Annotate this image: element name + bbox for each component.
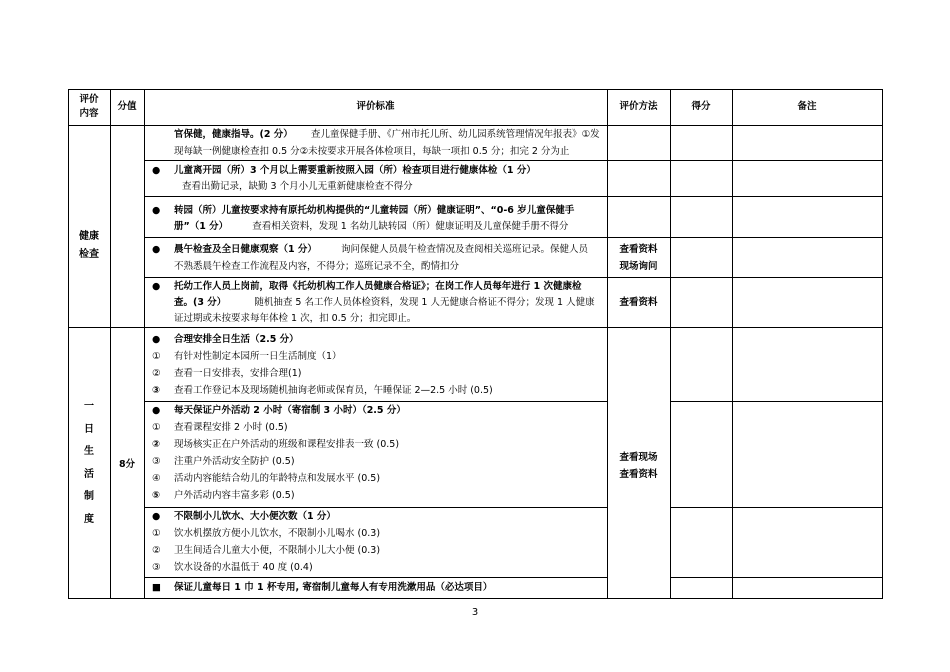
method-health-r4: 查看资料 现场询问 — [619, 244, 658, 272]
criteria-text: 查儿童保健手册、《广州市托儿所、幼儿园系统管理情况年报表》①发 — [310, 129, 600, 140]
method-daily: 查看现场 查看资料 — [619, 452, 658, 480]
criteria-title: 官保健，健康指导。(2 分） — [174, 129, 293, 140]
health-row-2-cont: 查看出勤记录，缺勤 3 个月小儿无重新健康检查不得分 — [182, 181, 413, 192]
bullet-icon: ● — [152, 334, 161, 345]
list-item: ① 有针对性制定本园所一日生活制度（1） — [152, 351, 342, 362]
list-item: ② 查看一日安排表，安排合理(1) — [152, 368, 302, 379]
criteria-title: 托幼工作人员上岗前，取得《托幼机构工作人员健康合格证》；在岗工作人员每年进行 1 次健康检 — [174, 281, 582, 292]
criteria-title: 儿童离开园（所）3 个月以上需要重新按照入园（所）检查项目进行健康体检（1 分） — [174, 165, 536, 176]
health-row-5-cont2: 证过期或未按要求每年体检 1 次，扣 0.5 分；扣完即止。 — [174, 313, 417, 324]
list-item: ③ 注重户外活动安全防护 (0.5) — [152, 456, 295, 467]
bullet-icon: ● — [152, 511, 161, 522]
health-row-5-cont: 查。(3 分） 随机抽查 5 名工作人员体检资料，发现 1 人无健康合格证不得分；发现 1 人健康 — [174, 297, 595, 308]
bullet-icon: ● — [152, 205, 161, 216]
method-health-r5: 查看资料 — [619, 297, 658, 308]
header-col-score: 分值 — [117, 101, 137, 112]
square-bullet-icon: ■ — [152, 582, 161, 593]
header-col-remarks: 备注 — [797, 101, 817, 112]
health-row-4-cont: 不熟悉晨午检查工作流程及内容，不得分；巡班记录不全，酌情扣分 — [174, 261, 460, 272]
health-row-2 — [152, 162, 536, 179]
bullet-icon: ● — [152, 165, 161, 176]
category-health: 健康 检查 — [79, 231, 99, 260]
list-item: ③ 查看工作登记本及现场随机抽询老师或保育员，午睡保证 2—2.5 小时 (0.5) — [152, 385, 493, 396]
bullet-icon: ● — [152, 281, 161, 292]
health-row-3 — [152, 202, 574, 219]
list-item: ⑤ 户外活动内容丰富多彩 (0.5) — [152, 490, 295, 501]
header-col-points: 得分 — [691, 101, 711, 112]
bullet-icon: ● — [152, 405, 161, 416]
criteria-title: 晨午检查及全日健康观察（1 分） — [174, 244, 317, 255]
health-row-5 — [152, 278, 581, 295]
list-item: ② 卫生间适合儿童大小便，不限制小儿大小便 (0.3) — [152, 545, 381, 556]
bullet-icon: ● — [152, 244, 161, 255]
list-item: ① 查看课程安排 2 小时 (0.5) — [152, 422, 288, 433]
list-item: ② 现场核实正在户外活动的班级和课程安排表一致 (0.5) — [152, 439, 400, 450]
list-item: ③ 饮水设备的水温低于 40 度 (0.4) — [152, 562, 313, 573]
daily-group-1-title: ● 合理安排全日生活（2.5 分） — [152, 331, 299, 348]
daily-group-4-title: ■ 保证儿童每日 1 巾 1 杯专用, 寄宿制儿童每人有专用洗漱用品（必达项目） — [152, 579, 492, 596]
category-daily-life: 一 日 生 活 制 度 — [84, 401, 94, 525]
score-daily: 8分 — [118, 459, 136, 470]
health-row-3-cont: 册”（1 分） 查看相关资料，发现 1 名幼儿缺转园（所）健康证明及儿童保健手册不得分 — [174, 221, 569, 232]
criteria-title: 转园（所）儿童按要求持有原托幼机构提供的“儿童转园（所）健康证明”、“0-6 岁儿童保健手 — [174, 205, 575, 216]
health-row-1 — [174, 126, 600, 143]
list-item: ① 饮水机摆放方便小儿饮水，不限制小儿喝水 (0.3) — [152, 528, 381, 539]
daily-group-2-title: ● 每天保证户外活动 2 小时（寄宿制 3 小时）（2.5 分） — [152, 402, 406, 419]
header-col-criteria: 评价标准 — [356, 101, 395, 112]
list-item: ④ 活动内容能结合幼儿的年龄特点和发展水平 (0.5) — [152, 473, 381, 484]
header-col-content: 评价 内容 — [79, 94, 99, 119]
health-row-1-cont: 现每缺一例健康检查扣 0.5 分②未按要求开展各体检项目，每缺一项扣 0.5 分；扣完 2 分为止 — [174, 146, 570, 157]
header-col-method: 评价方法 — [619, 101, 658, 112]
health-row-4: ● 晨午检查及全日健康观察（1 分） 询问保健人员晨午检查情况及查阅相关巡班记录。保健人员 — [152, 241, 588, 258]
page-number: 3 — [471, 607, 479, 618]
daily-group-3-title: ● 不限制小儿饮水、大小便次数（1 分） — [152, 508, 336, 525]
